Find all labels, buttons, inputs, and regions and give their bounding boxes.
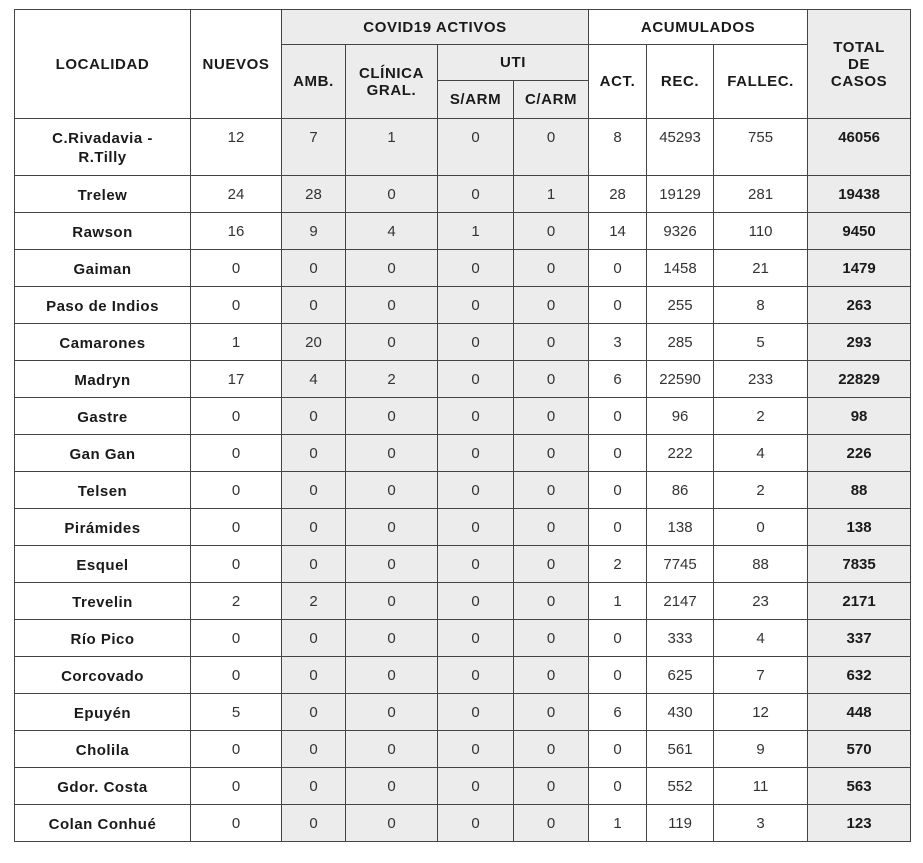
nuevos-cell: 0 bbox=[191, 731, 282, 768]
localidad-name: Camarones bbox=[59, 335, 146, 352]
rec-cell: 86 bbox=[647, 472, 714, 509]
table-row bbox=[15, 583, 911, 620]
clinica-gral-cell: 0 bbox=[346, 694, 438, 731]
nuevos-cell: 0 bbox=[191, 287, 282, 324]
uti-c-arm-cell: 0 bbox=[514, 583, 589, 620]
uti-c-arm-cell: 0 bbox=[514, 324, 589, 361]
table-row bbox=[15, 657, 911, 694]
uti-c-arm-cell: 0 bbox=[514, 250, 589, 287]
localidad-name: Epuyén bbox=[73, 705, 132, 722]
clinica-gral-cell: 4 bbox=[346, 213, 438, 250]
nuevos-cell: 17 bbox=[191, 361, 282, 398]
header-nuevos: NUEVOS bbox=[191, 10, 282, 119]
localidad-cell bbox=[15, 805, 191, 842]
header-acumulados: ACUMULADOS bbox=[589, 10, 808, 45]
header-uti: UTI bbox=[438, 45, 589, 81]
localidad-name: C.Rivadavia - bbox=[52, 130, 153, 147]
amb-cell: 0 bbox=[282, 620, 346, 657]
nuevos-cell: 2 bbox=[191, 583, 282, 620]
act-cell: 2 bbox=[589, 546, 647, 583]
total-casos-cell: 632 bbox=[808, 657, 911, 694]
localidad-cell bbox=[15, 250, 191, 287]
rec-cell: 2147 bbox=[647, 583, 714, 620]
uti-s-arm-cell: 0 bbox=[438, 287, 514, 324]
table-row bbox=[15, 694, 911, 731]
total-casos-cell: 9450 bbox=[808, 213, 911, 250]
localidad-cell bbox=[15, 435, 191, 472]
total-casos-cell: 563 bbox=[808, 768, 911, 805]
uti-s-arm-cell: 0 bbox=[438, 361, 514, 398]
localidad-cell bbox=[15, 472, 191, 509]
table-row bbox=[15, 509, 911, 546]
nuevos-cell: 0 bbox=[191, 398, 282, 435]
total-casos-cell: 88 bbox=[808, 472, 911, 509]
localidad-cell bbox=[15, 361, 191, 398]
localidad-name: Gastre bbox=[77, 409, 128, 426]
clinica-gral-cell: 0 bbox=[346, 546, 438, 583]
amb-cell: 0 bbox=[282, 398, 346, 435]
table-row bbox=[15, 435, 911, 472]
header-act: ACT. bbox=[589, 45, 647, 119]
rec-cell: 255 bbox=[647, 287, 714, 324]
act-cell: 8 bbox=[589, 119, 647, 176]
total-casos-cell: 7835 bbox=[808, 546, 911, 583]
amb-cell: 0 bbox=[282, 435, 346, 472]
header-localidad: LOCALIDAD bbox=[15, 10, 191, 119]
table-row bbox=[15, 176, 911, 213]
nuevos-cell: 0 bbox=[191, 805, 282, 842]
localidad-name: Rawson bbox=[72, 224, 133, 241]
table-row bbox=[15, 213, 911, 250]
uti-s-arm-cell: 1 bbox=[438, 213, 514, 250]
amb-cell: 0 bbox=[282, 287, 346, 324]
rec-cell: 22590 bbox=[647, 361, 714, 398]
header-c-arm: C/ARM bbox=[514, 81, 589, 119]
localidad-name: Cholila bbox=[75, 742, 130, 759]
header-covid-activos: COVID19 ACTIVOS bbox=[282, 10, 589, 45]
act-cell: 28 bbox=[589, 176, 647, 213]
clinica-gral-cell: 0 bbox=[346, 768, 438, 805]
localidad-name: Paso de Indios bbox=[46, 298, 159, 315]
localidad-cell bbox=[15, 398, 191, 435]
nuevos-cell: 1 bbox=[191, 324, 282, 361]
fallec-cell: 2 bbox=[714, 398, 808, 435]
nuevos-cell: 0 bbox=[191, 546, 282, 583]
act-cell: 3 bbox=[589, 324, 647, 361]
uti-c-arm-cell: 0 bbox=[514, 361, 589, 398]
header-clinica-line-2: GRAL. bbox=[366, 81, 417, 99]
total-casos-cell: 293 bbox=[808, 324, 911, 361]
uti-s-arm-cell: 0 bbox=[438, 472, 514, 509]
rec-cell: 552 bbox=[647, 768, 714, 805]
localidad-cell bbox=[15, 768, 191, 805]
total-casos-cell: 263 bbox=[808, 287, 911, 324]
header-amb: AMB. bbox=[282, 45, 346, 119]
amb-cell: 4 bbox=[282, 361, 346, 398]
uti-s-arm-cell: 0 bbox=[438, 546, 514, 583]
clinica-gral-cell: 2 bbox=[346, 361, 438, 398]
uti-s-arm-cell: 0 bbox=[438, 768, 514, 805]
act-cell: 0 bbox=[589, 287, 647, 324]
fallec-cell: 281 bbox=[714, 176, 808, 213]
uti-s-arm-cell: 0 bbox=[438, 250, 514, 287]
uti-c-arm-cell: 0 bbox=[514, 694, 589, 731]
clinica-gral-cell: 0 bbox=[346, 250, 438, 287]
localidad-name: Río Pico bbox=[70, 631, 135, 648]
table-row bbox=[15, 119, 911, 176]
localidad-name: Pirámides bbox=[64, 520, 141, 537]
total-casos-cell: 19438 bbox=[808, 176, 911, 213]
table-row bbox=[15, 620, 911, 657]
total-casos-cell: 46056 bbox=[808, 119, 911, 176]
amb-cell: 0 bbox=[282, 657, 346, 694]
table-row bbox=[15, 324, 911, 361]
nuevos-cell: 0 bbox=[191, 657, 282, 694]
fallec-cell: 21 bbox=[714, 250, 808, 287]
uti-s-arm-cell: 0 bbox=[438, 620, 514, 657]
uti-c-arm-cell: 0 bbox=[514, 119, 589, 176]
localidad-cell bbox=[15, 287, 191, 324]
clinica-gral-cell: 0 bbox=[346, 805, 438, 842]
localidad-cell bbox=[15, 657, 191, 694]
clinica-gral-cell: 0 bbox=[346, 398, 438, 435]
localidad-name-line-2: R.Tilly bbox=[78, 149, 127, 166]
uti-c-arm-cell: 0 bbox=[514, 435, 589, 472]
uti-c-arm-cell: 0 bbox=[514, 287, 589, 324]
amb-cell: 0 bbox=[282, 472, 346, 509]
rec-cell: 625 bbox=[647, 657, 714, 694]
rec-cell: 138 bbox=[647, 509, 714, 546]
header-clinica-gral bbox=[346, 45, 438, 119]
nuevos-cell: 0 bbox=[191, 250, 282, 287]
uti-c-arm-cell: 0 bbox=[514, 546, 589, 583]
uti-s-arm-cell: 0 bbox=[438, 509, 514, 546]
header-total-line-2: DE bbox=[848, 55, 871, 73]
nuevos-cell: 16 bbox=[191, 213, 282, 250]
act-cell: 6 bbox=[589, 361, 647, 398]
rec-cell: 96 bbox=[647, 398, 714, 435]
clinica-gral-cell: 0 bbox=[346, 657, 438, 694]
amb-cell: 0 bbox=[282, 731, 346, 768]
uti-c-arm-cell: 0 bbox=[514, 213, 589, 250]
rec-cell: 19129 bbox=[647, 176, 714, 213]
amb-cell: 2 bbox=[282, 583, 346, 620]
clinica-gral-cell: 0 bbox=[346, 287, 438, 324]
uti-s-arm-cell: 0 bbox=[438, 805, 514, 842]
uti-c-arm-cell: 0 bbox=[514, 620, 589, 657]
rec-cell: 222 bbox=[647, 435, 714, 472]
nuevos-cell: 0 bbox=[191, 435, 282, 472]
act-cell: 0 bbox=[589, 250, 647, 287]
total-casos-cell: 226 bbox=[808, 435, 911, 472]
uti-c-arm-cell: 0 bbox=[514, 768, 589, 805]
amb-cell: 0 bbox=[282, 250, 346, 287]
act-cell: 0 bbox=[589, 435, 647, 472]
fallec-cell: 755 bbox=[714, 119, 808, 176]
clinica-gral-cell: 0 bbox=[346, 731, 438, 768]
table-row bbox=[15, 731, 911, 768]
uti-c-arm-cell: 1 bbox=[514, 176, 589, 213]
uti-c-arm-cell: 0 bbox=[514, 472, 589, 509]
total-casos-cell: 2171 bbox=[808, 583, 911, 620]
amb-cell: 9 bbox=[282, 213, 346, 250]
uti-s-arm-cell: 0 bbox=[438, 176, 514, 213]
fallec-cell: 8 bbox=[714, 287, 808, 324]
total-casos-cell: 22829 bbox=[808, 361, 911, 398]
fallec-cell: 3 bbox=[714, 805, 808, 842]
localidad-name: Telsen bbox=[77, 483, 128, 500]
uti-s-arm-cell: 0 bbox=[438, 324, 514, 361]
total-casos-cell: 570 bbox=[808, 731, 911, 768]
header-total-casos bbox=[808, 10, 911, 119]
uti-s-arm-cell: 0 bbox=[438, 119, 514, 176]
total-casos-cell: 98 bbox=[808, 398, 911, 435]
uti-c-arm-cell: 0 bbox=[514, 398, 589, 435]
uti-s-arm-cell: 0 bbox=[438, 583, 514, 620]
act-cell: 14 bbox=[589, 213, 647, 250]
localidad-name: Trevelin bbox=[72, 594, 133, 611]
total-casos-cell: 448 bbox=[808, 694, 911, 731]
clinica-gral-cell: 0 bbox=[346, 435, 438, 472]
covid-cases-table bbox=[14, 9, 911, 842]
nuevos-cell: 0 bbox=[191, 509, 282, 546]
table-row bbox=[15, 398, 911, 435]
header-fallec: FALLEC. bbox=[714, 45, 808, 119]
localidad-name: Trelew bbox=[77, 187, 128, 204]
uti-c-arm-cell: 0 bbox=[514, 509, 589, 546]
localidad-name: Gdor. Costa bbox=[57, 779, 148, 796]
localidad-name: Gan Gan bbox=[69, 446, 136, 463]
table-row bbox=[15, 546, 911, 583]
act-cell: 0 bbox=[589, 509, 647, 546]
table-header bbox=[15, 10, 911, 119]
act-cell: 0 bbox=[589, 657, 647, 694]
fallec-cell: 233 bbox=[714, 361, 808, 398]
rec-cell: 119 bbox=[647, 805, 714, 842]
localidad-cell bbox=[15, 731, 191, 768]
rec-cell: 333 bbox=[647, 620, 714, 657]
table-row bbox=[15, 805, 911, 842]
localidad-cell bbox=[15, 620, 191, 657]
header-rec: REC. bbox=[647, 45, 714, 119]
localidad-name: Corcovado bbox=[61, 668, 144, 685]
localidad-cell bbox=[15, 694, 191, 731]
fallec-cell: 7 bbox=[714, 657, 808, 694]
act-cell: 0 bbox=[589, 620, 647, 657]
table-row bbox=[15, 361, 911, 398]
nuevos-cell: 0 bbox=[191, 472, 282, 509]
localidad-name: Colan Conhué bbox=[48, 816, 157, 833]
rec-cell: 285 bbox=[647, 324, 714, 361]
amb-cell: 0 bbox=[282, 805, 346, 842]
amb-cell: 0 bbox=[282, 694, 346, 731]
fallec-cell: 4 bbox=[714, 620, 808, 657]
rec-cell: 1458 bbox=[647, 250, 714, 287]
uti-c-arm-cell: 0 bbox=[514, 731, 589, 768]
localidad-name: Madryn bbox=[74, 372, 131, 389]
clinica-gral-cell: 0 bbox=[346, 583, 438, 620]
clinica-gral-cell: 0 bbox=[346, 472, 438, 509]
fallec-cell: 2 bbox=[714, 472, 808, 509]
fallec-cell: 9 bbox=[714, 731, 808, 768]
rec-cell: 7745 bbox=[647, 546, 714, 583]
table-row bbox=[15, 287, 911, 324]
fallec-cell: 4 bbox=[714, 435, 808, 472]
table-row bbox=[15, 768, 911, 805]
rec-cell: 561 bbox=[647, 731, 714, 768]
act-cell: 0 bbox=[589, 731, 647, 768]
fallec-cell: 23 bbox=[714, 583, 808, 620]
total-casos-cell: 337 bbox=[808, 620, 911, 657]
total-casos-cell: 123 bbox=[808, 805, 911, 842]
fallec-cell: 88 bbox=[714, 546, 808, 583]
fallec-cell: 5 bbox=[714, 324, 808, 361]
uti-s-arm-cell: 0 bbox=[438, 398, 514, 435]
fallec-cell: 110 bbox=[714, 213, 808, 250]
uti-s-arm-cell: 0 bbox=[438, 731, 514, 768]
localidad-cell bbox=[15, 509, 191, 546]
table-row bbox=[15, 250, 911, 287]
localidad-cell bbox=[15, 324, 191, 361]
amb-cell: 0 bbox=[282, 546, 346, 583]
fallec-cell: 0 bbox=[714, 509, 808, 546]
clinica-gral-cell: 0 bbox=[346, 509, 438, 546]
act-cell: 1 bbox=[589, 583, 647, 620]
header-total-line-1: TOTAL bbox=[833, 38, 885, 56]
act-cell: 0 bbox=[589, 472, 647, 509]
uti-c-arm-cell: 0 bbox=[514, 657, 589, 694]
fallec-cell: 11 bbox=[714, 768, 808, 805]
uti-c-arm-cell: 0 bbox=[514, 805, 589, 842]
act-cell: 6 bbox=[589, 694, 647, 731]
nuevos-cell: 12 bbox=[191, 119, 282, 176]
act-cell: 0 bbox=[589, 398, 647, 435]
nuevos-cell: 24 bbox=[191, 176, 282, 213]
clinica-gral-cell: 0 bbox=[346, 324, 438, 361]
uti-s-arm-cell: 0 bbox=[438, 694, 514, 731]
rec-cell: 430 bbox=[647, 694, 714, 731]
rec-cell: 45293 bbox=[647, 119, 714, 176]
header-clinica-line-1: CLÍNICA bbox=[358, 64, 425, 82]
rec-cell: 9326 bbox=[647, 213, 714, 250]
clinica-gral-cell: 1 bbox=[346, 119, 438, 176]
amb-cell: 0 bbox=[282, 509, 346, 546]
total-casos-cell: 1479 bbox=[808, 250, 911, 287]
clinica-gral-cell: 0 bbox=[346, 176, 438, 213]
localidad-name: Esquel bbox=[76, 557, 129, 574]
uti-s-arm-cell: 0 bbox=[438, 657, 514, 694]
amb-cell: 28 bbox=[282, 176, 346, 213]
nuevos-cell: 0 bbox=[191, 768, 282, 805]
header-s-arm: S/ARM bbox=[438, 81, 514, 119]
clinica-gral-cell: 0 bbox=[346, 620, 438, 657]
localidad-name: Gaiman bbox=[73, 261, 132, 278]
localidad-cell bbox=[15, 213, 191, 250]
act-cell: 0 bbox=[589, 768, 647, 805]
uti-s-arm-cell: 0 bbox=[438, 435, 514, 472]
localidad-cell bbox=[15, 583, 191, 620]
table-body bbox=[15, 119, 911, 842]
localidad-cell bbox=[15, 546, 191, 583]
amb-cell: 7 bbox=[282, 119, 346, 176]
localidad-cell bbox=[15, 176, 191, 213]
total-casos-cell: 138 bbox=[808, 509, 911, 546]
localidad-cell bbox=[15, 119, 191, 176]
header-total-line-3: CASOS bbox=[830, 72, 888, 90]
nuevos-cell: 0 bbox=[191, 620, 282, 657]
fallec-cell: 12 bbox=[714, 694, 808, 731]
amb-cell: 20 bbox=[282, 324, 346, 361]
table-row bbox=[15, 472, 911, 509]
amb-cell: 0 bbox=[282, 768, 346, 805]
act-cell: 1 bbox=[589, 805, 647, 842]
nuevos-cell: 5 bbox=[191, 694, 282, 731]
